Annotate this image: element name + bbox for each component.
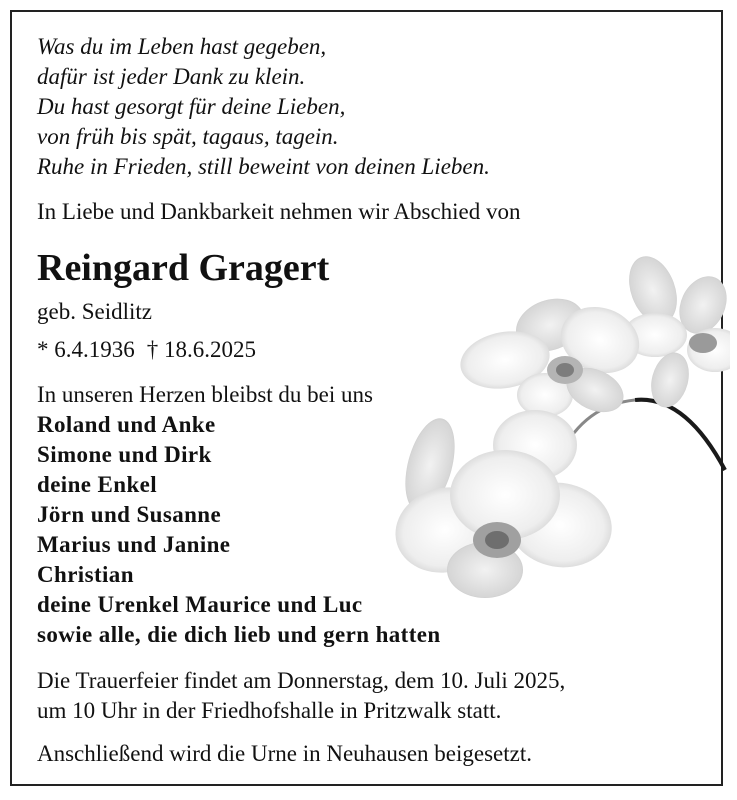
mourner-entry: Marius und Janine	[37, 532, 231, 557]
mourner-entry: sowie alle, die dich lieb und gern hatten	[37, 622, 441, 647]
mourner-entry: deine Urenkel Maurice und Luc	[37, 592, 363, 617]
birth-date: * 6.4.1936	[37, 337, 135, 362]
memorial-poem	[37, 32, 490, 182]
urn-burial-info: Anschließend wird die Urne in Neuhausen beigesetzt.	[37, 741, 532, 766]
poem-line: von früh bis spät, tagaus, tagein.	[37, 124, 339, 149]
poem-line: Was du im Leben hast gegeben,	[37, 34, 327, 59]
service-line: Die Trauerfeier findet am Donnerstag, dem 10. Juli 2025,	[37, 668, 566, 693]
remembrance-line: In unseren Herzen bleibst du bei uns	[37, 382, 373, 407]
service-line: um 10 Uhr in der Friedhofshalle in Pritzwalk statt.	[37, 698, 502, 723]
life-dates	[37, 335, 256, 365]
funeral-service-info	[37, 666, 565, 726]
orchid-flower-middle	[456, 290, 649, 421]
mourner-entry: Roland und Anke	[37, 412, 216, 437]
poem-line: dafür ist jeder Dank zu klein.	[37, 64, 306, 89]
deceased-name: Reingard Gragert	[37, 247, 330, 289]
mourner-entry: deine Enkel	[37, 472, 158, 497]
poem-line: Du hast gesorgt für deine Lieben,	[37, 94, 346, 119]
maiden-name: geb. Seidlitz	[37, 299, 152, 324]
mourner-entry: Christian	[37, 562, 134, 587]
poem-line: Ruhe in Frieden, still beweint von deinen Lieben.	[37, 154, 490, 179]
orchid-stem	[635, 400, 725, 470]
farewell-intro: In Liebe und Dankbarkeit nehmen wir Abschied von	[37, 199, 521, 224]
mourner-entry: Simone und Dirk	[37, 442, 212, 467]
mourner-entry: Jörn und Susanne	[37, 502, 222, 527]
mourners-list	[37, 410, 441, 650]
death-date: † 18.6.2025	[146, 337, 256, 362]
